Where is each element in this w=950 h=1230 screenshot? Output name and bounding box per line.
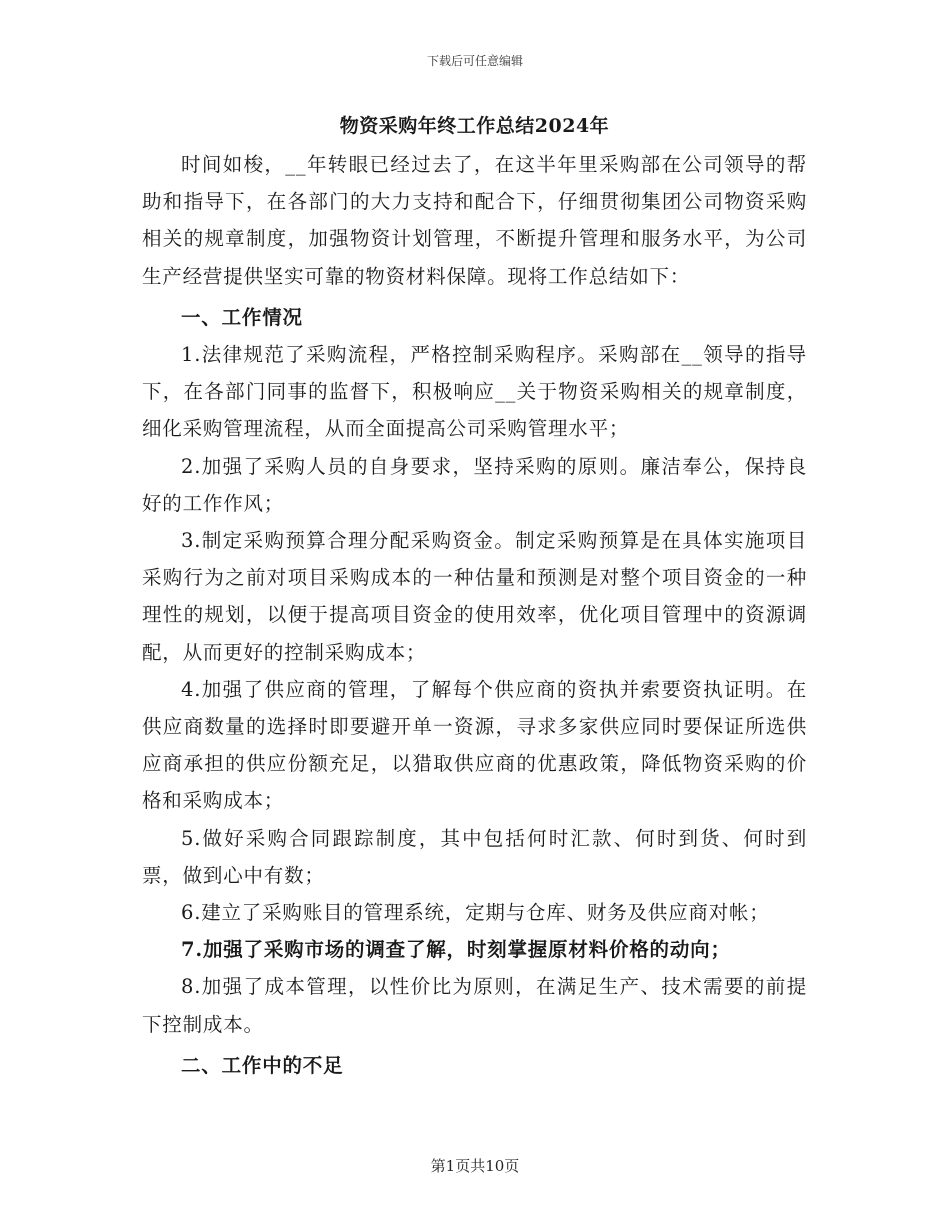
document-body	[142, 112, 807, 1084]
list-item: 5.做好采购合同跟踪制度，其中包括何时汇款、何时到货、何时到票，做到心中有数；	[142, 826, 807, 887]
list-item: 3.制定采购预算合理分配采购资金。制定采购预算是在具体实施项目采购行为之前对项目采购成本的一种估量和预测是对整个项目资金的一种理性的规划，以便于提高项目资金的使用效率，优化项目管理中的资源调配，从而更好的控制采购成本；	[142, 529, 807, 664]
page-header-note: 下载后可任意编辑	[426, 54, 523, 68]
document-title: 物资采购年终工作总结2024年	[339, 115, 610, 137]
section-heading-shortcomings: 二、工作中的不足	[181, 1053, 344, 1077]
list-item: 1.法律规范了采购流程，严格控制采购程序。采购部在__领导的指导下，在各部门同事的监督下，积极响应__关于物资采购相关的规章制度，细化采购管理流程，从而全面提高公司采购管理水平；	[142, 343, 807, 441]
page-number-footer: 第1页共10页	[430, 1157, 520, 1175]
list-item: 6.建立了采购账目的管理系统，定期与仓库、财务及供应商对帐；	[181, 901, 770, 925]
intro-paragraph: 时间如梭，__年转眼已经过去了，在这半年里采购部在公司领导的帮助和指导下，在各部门的大力支持和配合下，仔细贯彻集团公司物资采购相关的规章制度，加强物资计划管理，不断提升管理和服务水平，为公司生产经营提供坚实可靠的物资材料保障。现将工作总结如下：	[142, 153, 807, 288]
list-item: 8.加强了成本管理，以性价比为原则，在满足生产、技术需要的前提下控制成本。	[142, 975, 807, 1036]
section-heading-work-status: 一、工作情况	[181, 305, 303, 329]
list-item: 4.加强了供应商的管理，了解每个供应商的资执并索要资执证明。在供应商数量的选择时即要避开单一资源，寻求多家供应同时要保证所选供应商承担的供应份额充足，以猎取供应商的优惠政策，降低物资采购的价格和采购成本；	[142, 677, 807, 813]
list-item-bold: 7.加强了采购市场的调查了解，时刻掌握原材料价格的动向；	[181, 938, 731, 962]
list-item: 2.加强了采购人员的自身要求，坚持采购的原则。廉洁奉公，保持良好的工作作风；	[142, 454, 807, 515]
